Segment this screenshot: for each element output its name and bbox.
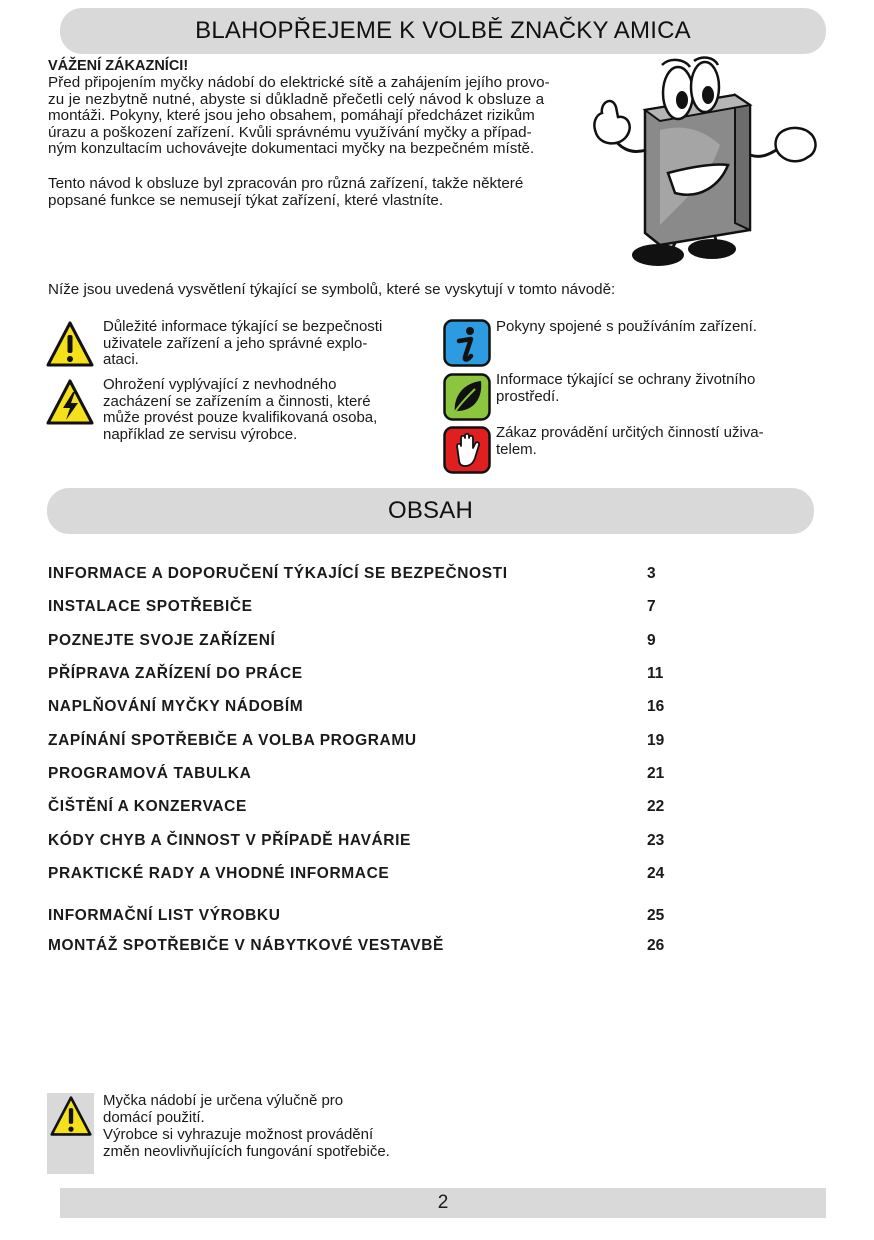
intro-note-paragraph	[48, 176, 596, 209]
toc-entry-title[interactable]: PROGRAMOVÁ TABULKA	[48, 765, 252, 782]
warning-triangle-icon	[50, 1095, 92, 1137]
toc-entry-page: 3	[647, 565, 656, 582]
description-line: Pokyny spojené s používáním zařízení.	[496, 318, 757, 335]
toc-entry-page: 11	[647, 665, 664, 682]
description-line: může provést pouze kvalifikovaná osoba,	[103, 409, 378, 426]
page-title: BLAHOPŘEJEME K VOLBĚ ZNAČKY AMICA	[195, 17, 691, 44]
intro-note-line: Tento návod k obsluze byl zpracován pro různá zařízení, takže některé	[48, 175, 524, 192]
toc-entry-title[interactable]: MONTÁŽ SPOTŘEBIČE V NÁBYTKOVÉ VESTAVBĚ	[48, 937, 444, 954]
toc-entry-page: 16	[647, 698, 665, 715]
intro-line: Před připojením myčky nádobí do elektrické sítě a zahájením jejího provo-	[48, 74, 550, 91]
notice-line: domácí použití.	[103, 1109, 205, 1126]
greeting-heading: VÁŽENÍ ZÁKAZNÍCI!	[48, 58, 189, 74]
toc-entry-title[interactable]: ČIŠTĚNÍ A KONZERVACE	[48, 798, 247, 815]
contents-title: OBSAH	[387, 497, 474, 524]
info-icon	[443, 319, 491, 367]
intro-line: ným konzultacím uchovávejte dokumentaci myčky na bezpečném místě.	[48, 140, 535, 158]
description-line: Zákaz provádění určitých činností uživa-	[496, 424, 764, 441]
description-line: telem.	[496, 440, 537, 458]
intro-line: úrazu a poškození zařízení. Kvůli správnému využívání myčky a případ-	[48, 123, 532, 141]
toc-entry-page: 25	[647, 907, 665, 924]
electric-hazard-icon	[46, 378, 94, 426]
page-number: 2	[437, 1192, 449, 1213]
toc-entry-title[interactable]: PRAKTICKÉ RADY A VHODNÉ INFORMACE	[48, 865, 390, 882]
description-line: například ze servisu výrobce.	[103, 425, 298, 443]
intro-line: zu je nezbytně nutné, abyste si důkladně přečetli celý návod k obsluze a	[48, 90, 545, 108]
description-line: Ohrožení vyplývající z nevhodného	[103, 376, 337, 393]
toc-entry-title[interactable]: PŘÍPRAVA ZAŘÍZENÍ DO PRÁCE	[48, 665, 303, 682]
stop-hand-icon	[443, 426, 491, 474]
notice-line: Výrobce si vyhrazuje možnost provádění	[103, 1126, 374, 1143]
warning-symbol-description	[103, 319, 382, 369]
toc-entry-title[interactable]: NAPLŇOVÁNÍ MYČKY NÁDOBÍM	[48, 698, 304, 715]
notice-line: Myčka nádobí je určena výlučně pro	[103, 1092, 344, 1109]
toc-entry-page: 9	[647, 632, 656, 649]
toc-entry-title[interactable]: KÓDY CHYB A ČINNOST V PŘÍPADĚ HAVÁRIE	[48, 832, 411, 849]
dishwasher-mascot-illustration	[590, 55, 820, 270]
description-line: Informace týkající se ochrany životního	[496, 371, 756, 388]
toc-entry-title[interactable]: POZNEJTE SVOJE ZAŘÍZENÍ	[48, 632, 276, 649]
notice-text	[103, 1092, 390, 1160]
notice-line: změn neovlivňujících fungování spotřebiče.	[103, 1143, 390, 1160]
prohibit-symbol-description	[496, 425, 764, 458]
description-line: zacházení se zařízením a činnosti, které	[103, 392, 371, 410]
toc-entry-page: 22	[647, 798, 665, 815]
toc-entry-title[interactable]: INFORMAČNÍ LIST VÝROBKU	[48, 907, 281, 924]
description-line: ataci.	[103, 351, 139, 368]
toc-entry-page: 23	[647, 832, 665, 849]
symbols-intro-text: Níže jsou uvedená vysvětlení týkající se symbolů, které se vyskytují v tomto návodě:	[48, 281, 616, 298]
toc-entry-title[interactable]: INFORMACE A DOPORUČENÍ TÝKAJÍCÍ SE BEZPEČNOSTI	[48, 565, 508, 582]
description-line: uživatele zařízení a jeho správné explo-	[103, 334, 368, 352]
warning-triangle-icon	[46, 320, 94, 368]
description-line: Důležité informace týkající se bezpečnosti	[103, 318, 383, 335]
contents-header-banner	[47, 488, 814, 534]
electric-symbol-description	[103, 377, 377, 443]
toc-entry-page: 24	[647, 865, 665, 882]
leaf-icon	[443, 373, 491, 421]
info-symbol-description	[496, 319, 757, 336]
toc-entry-page: 19	[647, 732, 665, 749]
eco-symbol-description	[496, 372, 755, 405]
notice-icon-box	[47, 1093, 94, 1174]
intro-line: montáži. Pokyny, které jsou jeho obsahem, pomáhají předcházet rizikům	[48, 107, 535, 125]
intro-note-line: popsané funkce se nemusejí týkat zařízení, které vlastníte.	[48, 191, 444, 209]
toc-entry-title[interactable]: ZAPÍNÁNÍ SPOTŘEBIČE A VOLBA PROGRAMU	[48, 732, 417, 749]
page-header-banner	[60, 8, 826, 54]
toc-entry-page: 21	[647, 765, 665, 782]
toc-entry-page: 26	[647, 937, 665, 954]
description-line: prostředí.	[496, 387, 560, 405]
toc-entry-page: 7	[647, 598, 656, 615]
intro-paragraph	[48, 75, 596, 158]
page-footer	[60, 1188, 826, 1218]
toc-entry-title[interactable]: INSTALACE SPOTŘEBIČE	[48, 598, 253, 615]
